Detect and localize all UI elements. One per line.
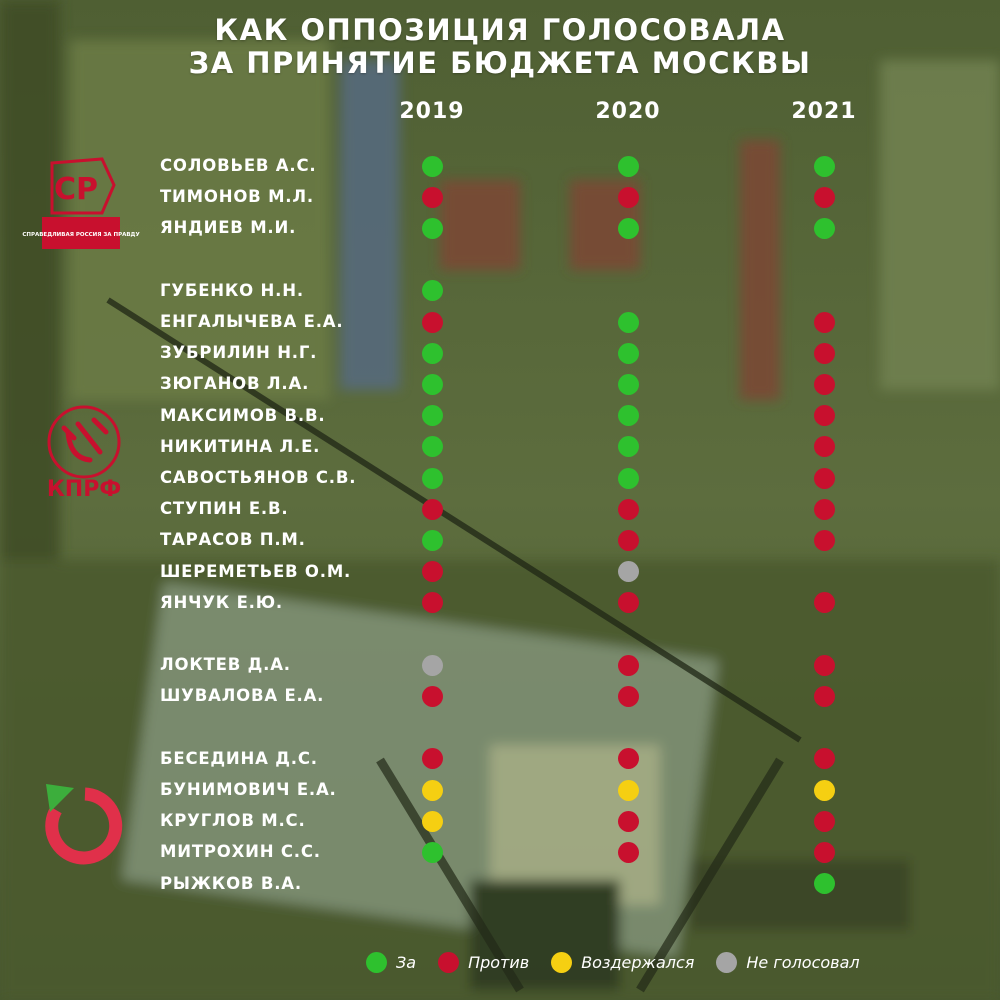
chart-title-line1: КАК ОППОЗИЦИЯ ГОЛОСОВАЛА xyxy=(214,13,786,47)
legend-label-protiv: Против xyxy=(468,952,530,972)
year-header-2021: 2021 xyxy=(791,99,857,124)
legend-item-protiv xyxy=(438,952,529,973)
vote-dot-2019-protiv xyxy=(422,748,443,769)
vote-dot-2020-ne_golosoval xyxy=(618,561,639,582)
vote-dot-2021-protiv xyxy=(814,374,835,395)
legend-dot-za xyxy=(366,952,387,973)
vote-dot-2019-za xyxy=(422,436,443,457)
vote-dot-2020-za xyxy=(618,405,639,426)
vote-dot-2021-vozderzhalsya xyxy=(814,780,835,801)
vote-dot-2021-za xyxy=(814,218,835,239)
vote-dot-2019-protiv xyxy=(422,312,443,333)
vote-dot-2020-protiv xyxy=(618,530,639,551)
vote-dot-2021-protiv xyxy=(814,592,835,613)
vote-dot-2020-za xyxy=(618,156,639,177)
vote-dot-2019-za xyxy=(422,374,443,395)
vote-dot-2019-za xyxy=(422,218,443,239)
deputy-name: ЯНДИЕВ М.И. xyxy=(160,218,297,238)
deputy-name: ЗЮГАНОВ Л.А. xyxy=(160,374,310,394)
vote-dot-2020-protiv xyxy=(618,187,639,208)
deputy-name: ТАРАСОВ П.М. xyxy=(160,530,306,550)
vote-dot-2019-protiv xyxy=(422,499,443,520)
vote-dot-2020-za xyxy=(618,343,639,364)
vote-dot-2021-za xyxy=(814,873,835,894)
vote-dot-2019-za xyxy=(422,468,443,489)
legend-item-vozderzhalsya xyxy=(551,952,694,973)
deputy-name: ЯНЧУК Е.Ю. xyxy=(160,592,283,612)
vote-dot-2021-protiv xyxy=(814,312,835,333)
vote-dot-2020-za xyxy=(618,468,639,489)
vote-dot-2020-protiv xyxy=(618,811,639,832)
vote-dot-2019-ne_golosoval xyxy=(422,655,443,676)
vote-dot-2019-za xyxy=(422,842,443,863)
deputy-name: ШЕРЕМЕТЬЕВ О.М. xyxy=(160,561,352,581)
legend-dot-protiv xyxy=(438,952,459,973)
legend xyxy=(366,948,882,976)
deputy-name: НИКИТИНА Л.Е. xyxy=(160,436,321,456)
vote-dot-2019-protiv xyxy=(422,561,443,582)
kprf-logo-text: КПРФ xyxy=(46,477,122,502)
vote-dot-2020-protiv xyxy=(618,748,639,769)
legend-dot-ne_golosoval xyxy=(716,952,737,973)
deputy-name: ЕНГАЛЫЧЕВА Е.А. xyxy=(160,312,344,331)
year-header-2020: 2020 xyxy=(595,99,661,124)
legend-label-za: За xyxy=(396,952,417,972)
deputy-name: САВОСТЬЯНОВ С.В. xyxy=(160,468,357,487)
year-header-2019: 2019 xyxy=(399,99,465,124)
deputy-name: МАКСИМОВ В.В. xyxy=(160,405,326,425)
deputy-name: БЕСЕДИНА Д.С. xyxy=(160,748,318,768)
vote-dot-2021-protiv xyxy=(814,187,835,208)
vote-dot-2021-protiv xyxy=(814,842,835,863)
deputy-name: КРУГЛОВ М.С. xyxy=(160,811,306,831)
vote-dot-2021-protiv xyxy=(814,811,835,832)
vote-dot-2020-protiv xyxy=(618,686,639,707)
vote-dot-2020-za xyxy=(618,218,639,239)
deputy-name: СТУПИН Е.В. xyxy=(160,499,289,519)
vote-dot-2020-za xyxy=(618,312,639,333)
deputy-name: ЗУБРИЛИН Н.Г. xyxy=(160,343,318,363)
deputy-name: ТИМОНОВ М.Л. xyxy=(160,187,314,207)
vote-dot-2019-vozderzhalsya xyxy=(422,780,443,801)
sr-logo-text: СР xyxy=(53,172,99,207)
deputy-name: БУНИМОВИЧ Е.А. xyxy=(160,780,337,799)
legend-dot-vozderzhalsya xyxy=(551,952,572,973)
legend-item-ne_golosoval xyxy=(716,952,859,973)
deputy-name: ШУВАЛОВА Е.А. xyxy=(160,686,325,706)
vote-dot-2020-vozderzhalsya xyxy=(618,780,639,801)
vote-dot-2020-za xyxy=(618,374,639,395)
vote-dot-2021-za xyxy=(814,156,835,177)
vote-dot-2021-protiv xyxy=(814,499,835,520)
vote-dot-2021-protiv xyxy=(814,436,835,457)
vote-dot-2019-za xyxy=(422,280,443,301)
deputy-name: СОЛОВЬЕВ А.С. xyxy=(160,156,317,175)
vote-dot-2019-za xyxy=(422,156,443,177)
vote-dot-2019-za xyxy=(422,530,443,551)
vote-dot-2019-za xyxy=(422,343,443,364)
legend-label-vozderzhalsya: Воздержался xyxy=(581,952,695,972)
deputy-name: РЫЖКОВ В.А. xyxy=(160,873,302,893)
vote-dot-2020-za xyxy=(618,436,639,457)
vote-dot-2020-protiv xyxy=(618,842,639,863)
vote-dot-2021-protiv xyxy=(814,405,835,426)
vote-dot-2019-protiv xyxy=(422,187,443,208)
vote-dot-2021-protiv xyxy=(814,530,835,551)
legend-item-za xyxy=(366,952,416,973)
legend-label-ne_golosoval: Не голосовал xyxy=(746,952,860,972)
chart-title-line2: ЗА ПРИНЯТИЕ БЮДЖЕТА МОСКВЫ xyxy=(188,46,812,80)
vote-dot-2021-protiv xyxy=(814,748,835,769)
vote-dot-2020-protiv xyxy=(618,499,639,520)
vote-dot-2021-protiv xyxy=(814,468,835,489)
vote-dot-2019-za xyxy=(422,405,443,426)
vote-dot-2019-protiv xyxy=(422,592,443,613)
sr-logo-caption: СПРАВЕДЛИВАЯ РОССИЯ ЗА ПРАВДУ xyxy=(22,232,140,238)
vote-dot-2021-protiv xyxy=(814,655,835,676)
vote-dot-2019-protiv xyxy=(422,686,443,707)
vote-dot-2021-protiv xyxy=(814,686,835,707)
vote-dot-2020-protiv xyxy=(618,655,639,676)
deputy-name: ЛОКТЕВ Д.А. xyxy=(160,655,291,675)
vote-dot-2020-protiv xyxy=(618,592,639,613)
vote-dot-2019-vozderzhalsya xyxy=(422,811,443,832)
deputy-name: ГУБЕНКО Н.Н. xyxy=(160,280,304,300)
deputy-name: МИТРОХИН С.С. xyxy=(160,842,321,862)
vote-dot-2021-protiv xyxy=(814,343,835,364)
